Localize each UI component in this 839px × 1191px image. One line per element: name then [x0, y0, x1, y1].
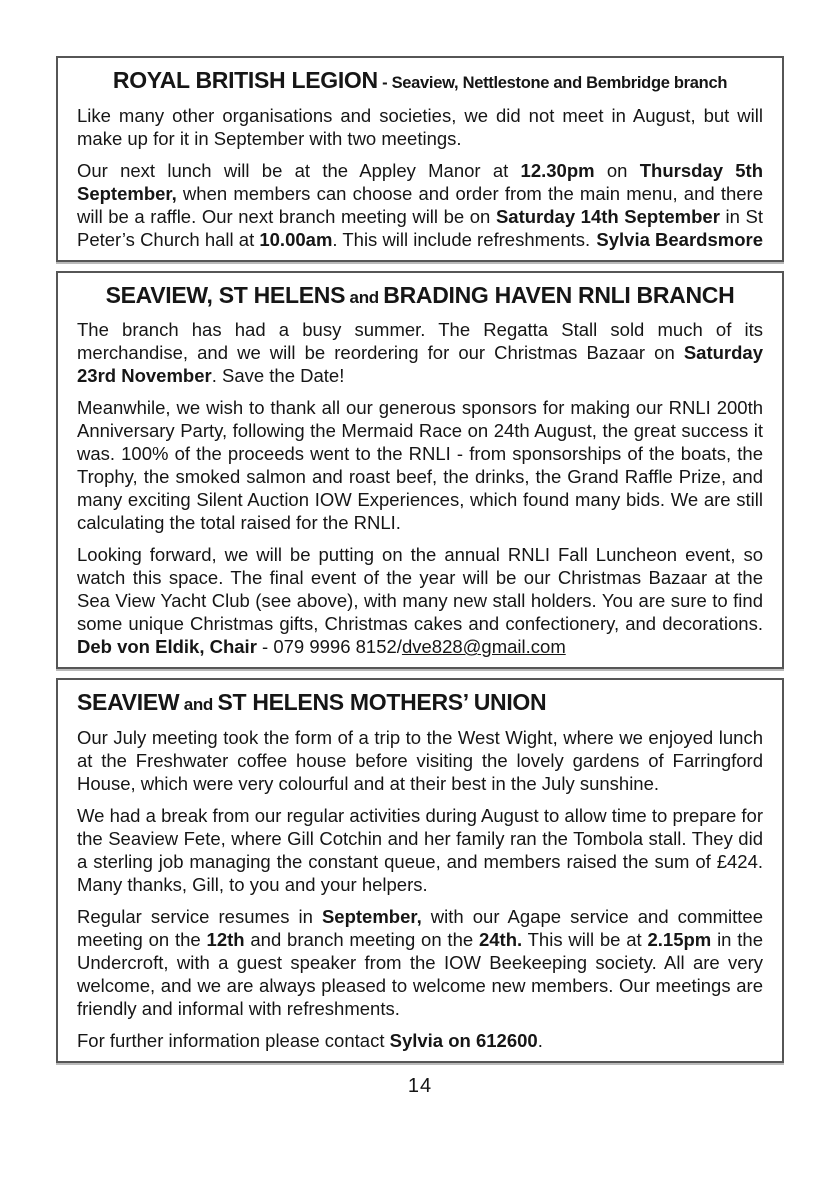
- text-segment: .: [537, 1029, 543, 1051]
- signature-sylvia-beardsmore: Sylvia Beardsmore: [596, 228, 763, 250]
- text-segment: 12.30pm: [520, 159, 595, 181]
- text-segment: Sylvia on 612600: [389, 1029, 538, 1051]
- paragraph: [77, 905, 763, 1020]
- text-segment: - Seaview, Nettlestone and Bembridge branch: [377, 74, 728, 92]
- text-segment: Our July meeting took the form of a trip to the West Wight, where we enjoyed lunch at the Freshwater coffee house before visiting the lovely gardens of Farringford House, which were very colourful and at their best in the July sunshine.: [77, 726, 763, 794]
- section-rnli-branch: [56, 271, 784, 670]
- text-segment: Our next lunch will be at the Appley Manor at: [77, 159, 521, 181]
- text-segment: The branch has had a busy summer. The Regatta Stall sold much of its merchandise, and we will be reordering for our Christmas Bazaar on: [77, 319, 763, 364]
- text-segment: with our Agape service and committee meeting on the: [77, 905, 763, 950]
- text-segment: . This will include refreshments.: [332, 228, 591, 250]
- section-body-royal-british-legion: [77, 104, 763, 251]
- text-segment: in St Peter’s Church hall at: [77, 205, 763, 250]
- section-mothers-union: [56, 678, 784, 1063]
- text-segment: This will be at: [522, 928, 648, 950]
- text-segment: ST HELENS MOTHERS’ UNION: [217, 689, 547, 716]
- text-segment: - 079 9996 8152/: [256, 636, 402, 658]
- text-segment: We had a break from our regular activities during August to allow time to prepare for the Seaview Fete, where Gill Cotchin and her family ran the Tombola stall. They did a sterling job managing the constant queue, and members raised the sum of £424. Many thanks, Gill, to you and your helpers.: [77, 804, 763, 895]
- paragraph: [77, 318, 763, 387]
- text-segment: Meanwhile, we wish to thank all our generous sponsors for making our RNLI 200th Anniversary Party, following the Mermaid Race on 24th August, the great success it was. 100% of the proceeds went to the RNLI - from sponsorships of the boats, the Trophy, the smoked salmon and roast beef, the drinks, the Grand Raffle Prize, and many exciting Silent Auction IOW Experiences, which found many bids. We are still calculating the total raised for the RNLI.: [77, 397, 763, 534]
- text-segment: Saturday 23rd November: [77, 342, 763, 387]
- text-segment: SEAVIEW: [77, 689, 180, 716]
- signature-deb-von-eldik: Deb von Eldik, Chair: [77, 636, 257, 658]
- text-segment: For further information please contact: [77, 1029, 390, 1051]
- text-segment: in the Undercroft, with a guest speaker from the IOW Beekeeping society. All are very welcome, and we are always pleased to welcome new members. Our meetings are friendly and informal with refreshments.: [77, 928, 763, 1019]
- paragraph: [77, 159, 763, 251]
- text-segment: 12th: [206, 928, 245, 950]
- text-segment: and: [345, 287, 384, 307]
- text-segment: SEAVIEW, ST HELENS: [105, 281, 346, 308]
- text-segment: and branch meeting on the: [244, 928, 479, 950]
- text-segment: 2.15pm: [647, 928, 712, 950]
- text-segment: 24th.: [478, 928, 523, 950]
- text-segment: Looking forward, we will be putting on the annual RNLI Fall Luncheon event, so watch this space. The final event of the year will be our Christmas Bazaar at the Sea View Yacht Club (see above), with many new stall holders. You are sure to find some unique Christmas gifts, Christmas cakes and confectionery, and decorations.: [77, 544, 763, 635]
- email-link[interactable]: dve828@gmail.com: [401, 636, 566, 658]
- page-number: 14: [407, 1074, 433, 1097]
- paragraph: [77, 1029, 763, 1052]
- text-segment: and: [179, 695, 218, 715]
- text-segment: when members can choose and order from the main menu, and there will be a raffle. Our next branch meeting will be on: [77, 182, 763, 227]
- section-title-mothers-union: [77, 689, 763, 717]
- text-segment: on: [594, 159, 640, 181]
- text-segment: 10.00am: [259, 228, 333, 250]
- section-title-rnli-branch: [77, 282, 763, 310]
- paragraph: [77, 726, 763, 795]
- section-royal-british-legion: [56, 56, 784, 262]
- text-segment: ROYAL BRITISH LEGION: [112, 67, 378, 93]
- section-title-royal-british-legion: [77, 67, 763, 95]
- paragraph: [77, 396, 763, 534]
- text-segment: Regular service resumes in: [77, 905, 322, 927]
- text-segment: Like many other organisations and societies, we did not meet in August, but will make up for it in September with two meetings.: [77, 104, 763, 149]
- section-body-mothers-union: [77, 726, 763, 1052]
- text-segment: Thursday 5th September,: [77, 159, 763, 204]
- text-segment: Saturday 14th September: [495, 205, 720, 227]
- paragraph: [77, 804, 763, 896]
- text-segment: BRADING HAVEN RNLI BRANCH: [383, 281, 735, 308]
- text-segment: . Save the Date!: [211, 365, 345, 387]
- text-segment: September,: [321, 905, 422, 927]
- section-body-rnli-branch: [77, 318, 763, 658]
- paragraph: [77, 543, 763, 658]
- paragraph: [77, 104, 763, 150]
